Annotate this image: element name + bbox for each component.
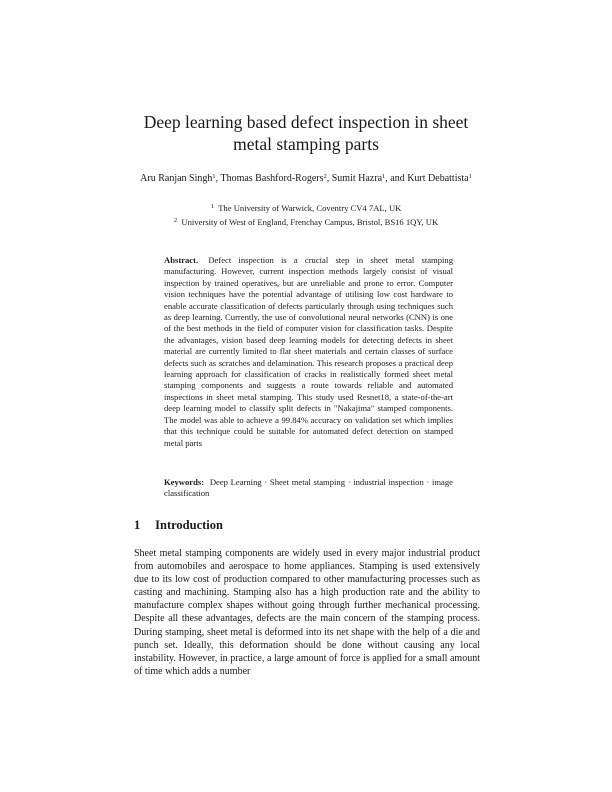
- author-affil-mark: 1: [382, 173, 386, 180]
- title-line-1: Deep learning based defect inspection in sheet: [143, 112, 469, 132]
- body-paragraph: Sheet metal stamping components are widely used in every major industrial product from automobiles and aerospace to home appliances. Stamping is used extensively due to its low cost of production compared to other manufacturing processes such as casting and machining. Stamping also has a high production rate and the ability to manufacture complex shapes without going through further mechanical processing. Despite all these advantages, defects are the main concern of the stamping process. During stamping, sheet metal is deformed into its net shape with the help of a die and punch set. Ideally, this deformation should be done without causing any local instability. However, in practice, a large amount of force is applied for a small amount of time which adds a number: [134, 548, 480, 677]
- abstract-text: Defect inspection is a crucial step in sheet metal stamping manufacturing. However, current inspection methods largely consist of visual inspection by trained operatives, but are unreliable and prone to error. Computer vision techniques have the potential advantage of utilising low cost hardware to enable accurate classification of defects particularly through using techniques such as deep learning. Currently, the use of convolutional neural networks (CNN) is one of the best methods in the field of computer vision for classification tasks. Despite the advantages, vision based deep learning models for detecting defects in sheet material are currently limited to flat sheet materials and certain classes of surface defects such as scratches and delamination. This research proposes a practical deep learning approach for classification of cracks in realistically formed sheet metal stamping components and suggests a route towards reliable and automated inspections in sheet metal stamping. This study used Resnet18, a state-of-the-art deep learning model to classify split defects in "Nakajima" stamped components. The model was able to achieve a 99.84% accuracy on validation set which implies that this technique could be suitable for automated defect detection on stamped metal parts: [164, 255, 454, 448]
- keywords-label: Keywords:: [164, 477, 205, 487]
- author-affil-mark: 2: [323, 173, 327, 180]
- keywords-text: Deep Learning · Sheet metal stamping · industrial inspection · image classification: [164, 477, 453, 499]
- keywords: [164, 477, 453, 500]
- author-name: , and Kurt Debattista: [385, 173, 469, 184]
- abstract: [164, 255, 453, 449]
- author-name: , Sumit Hazra: [326, 173, 383, 184]
- author-affil-mark: 1: [212, 173, 216, 180]
- affiliations: [140, 201, 472, 229]
- affiliation-item: $^2$ University of West of England, Frenchay Campus, Bristol, BS16 1QY, UK: [173, 216, 439, 227]
- paper-title: [134, 111, 478, 155]
- affiliation-item: $^1$ The University of Warwick, Coventry CV4 7AL, UK: [210, 203, 402, 213]
- author-name: Aru Ranjan Singh: [140, 173, 213, 184]
- author-name: , Thomas Bashford-Rogers: [215, 173, 324, 184]
- abstract-label: Abstract.: [164, 255, 199, 265]
- section-title: Introduction: [155, 518, 223, 532]
- author-list: [140, 170, 472, 186]
- author-affil-mark: 1: [468, 173, 472, 180]
- title-line-2: metal stamping parts: [233, 134, 379, 154]
- section-number: 1: [134, 518, 141, 532]
- section-heading: [134, 518, 223, 533]
